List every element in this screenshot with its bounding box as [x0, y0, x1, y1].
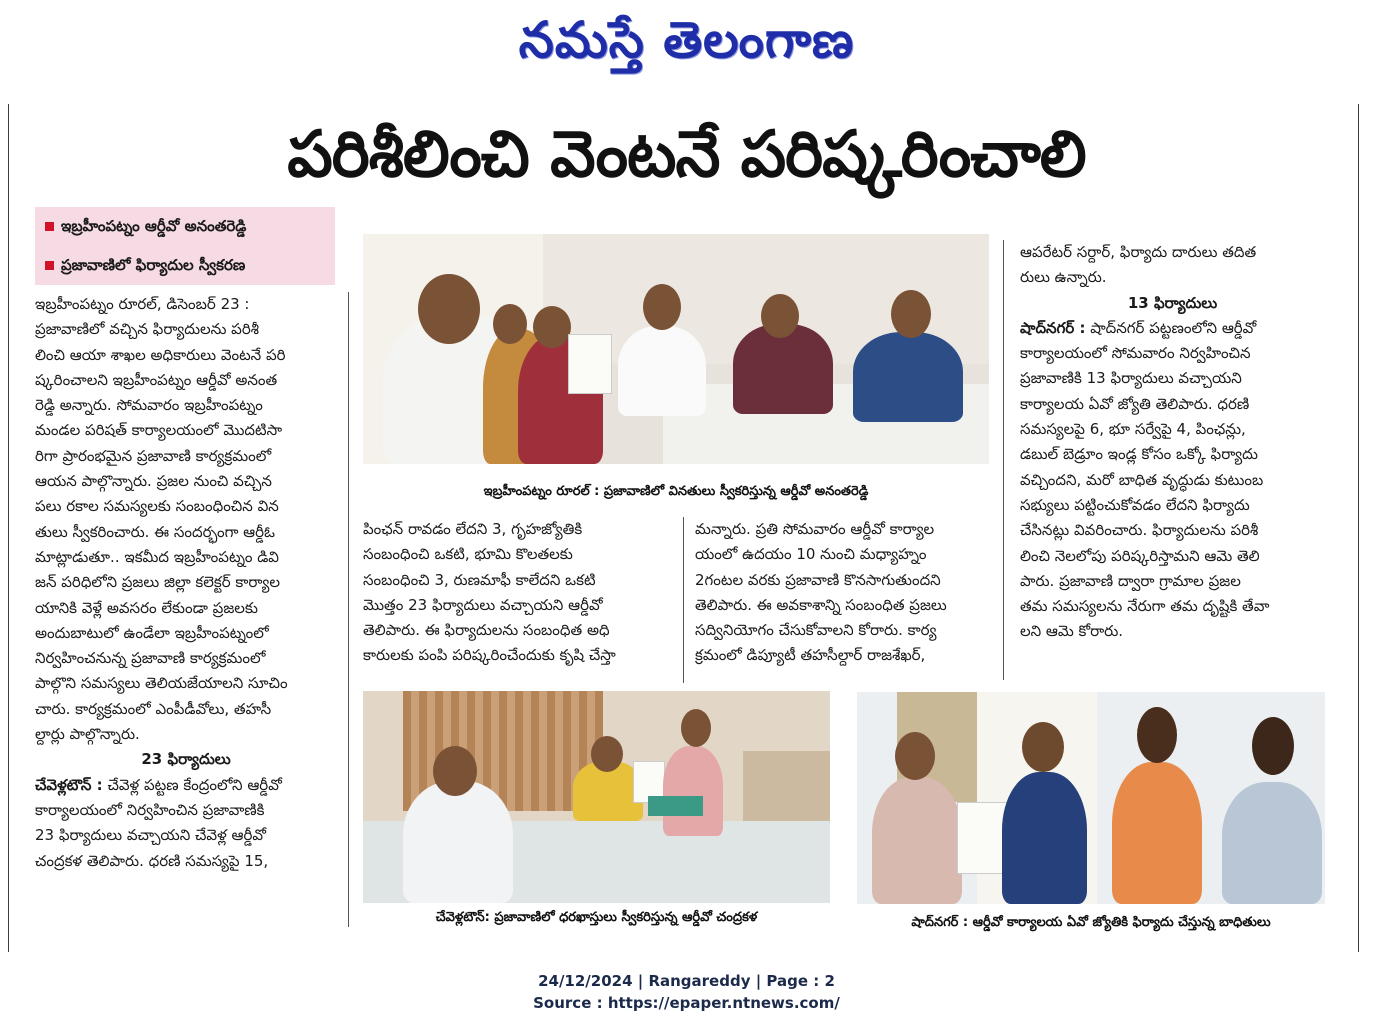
article-column-3 [695, 517, 997, 669]
column-4-line: సభ్యులు పట్టించుకోవడం లేదని ఫిర్యాదు [1020, 495, 1250, 514]
subhead-2-text: ప్రజావాణిలో ఫిర్యాదుల స్వీకరణ [61, 256, 246, 274]
person-head [433, 746, 477, 796]
photo-shadnagar-complainants [857, 692, 1325, 904]
column-3-line: 2గంటల వరకు ప్రజావాణి కొనసాగుతుందని [695, 570, 941, 589]
application-paper [568, 334, 612, 394]
column-1-line: ష్కరించాలని ఇబ్రహీంపట్నం ఆర్డీవో అనంత [35, 370, 278, 389]
footer-date-line: 24/12/2024 | Rangareddy | Page : 2 [538, 972, 835, 990]
column-2-line: తెలిపారు. ఈ ఫిర్యాదులను సంబంధిత అధి [363, 621, 610, 640]
photo-chevella-prajavani [363, 691, 830, 903]
column-4-line: డబుల్ బెడ్రూం ఇండ్ల కోసం ఒక్కో ఫిర్యాదు [1020, 445, 1258, 464]
column-1-line: యానికి వెళ్లే అవసరం లేకుండా ప్రజలకు [35, 598, 258, 617]
column-4-line: ప్రజావాణికి 13 ఫిర్యాదులు వచ్చాయని [1020, 369, 1242, 388]
section-heading-23: 23 ఫిర్యాదులు [141, 750, 231, 769]
dateline-shadnagar: షాద్‌నగర్ : [1020, 318, 1086, 337]
person-head [681, 709, 711, 747]
column-4-line: తమ సమస్యలను నేరుగా తమ దృష్టికి తేవా [1020, 597, 1270, 616]
column-3-line: క్రమంలో డిప్యూటీ తహసీల్దార్ రాజశేఖర్, [695, 646, 926, 665]
column-4-body [1020, 341, 1325, 645]
footer-source-line: Source : https://epaper.ntnews.com/ [533, 994, 840, 1012]
column-3-line: మన్నారు. ప్రతి సోమవారం ఆర్డీవో కార్యాల [695, 520, 935, 538]
person-elder-blue-sweater [1002, 772, 1087, 904]
epaper-footer [0, 970, 1373, 1014]
person-head [493, 304, 527, 344]
person-man-blue-shirt [1222, 782, 1322, 904]
person-head [895, 732, 935, 780]
person-head [643, 284, 681, 330]
photo1-caption: ఇబ్రహీంపట్నం రూరల్ : ప్రజావాణిలో వినతులు స్వీకరిస్తున్న ఆర్డీవో అనంతరెడ్డి [483, 484, 869, 499]
column-4-line: పారు. ప్రజావాణి ద్వారా గ్రామాల ప్రజల [1020, 571, 1241, 590]
photo3-caption: షాద్‌నగర్ : ఆర్డీవో కార్యాలయ ఏవో జ్యోతికి ఫిర్యాదు చేస్తున్న బాధితులు [911, 915, 1271, 930]
column-1-body [35, 292, 337, 747]
clipping-left-border [8, 104, 9, 952]
column-3-line: తెలిపారు. ఈ అవకాశాన్ని సంబంధిత ప్రజలు [695, 595, 947, 614]
column-4-line: లని ఆమె కోరారు. [1020, 622, 1124, 641]
column-1-line: ఇబ్రహీంపట్నం రూరల్, డిసెంబర్ 23 : [35, 295, 250, 313]
column-2-line: సంబంధించి 3, రుణమాఫీ కాలేదని ఒకటి [363, 570, 596, 589]
person-officer-white [618, 326, 706, 416]
bullet-icon [45, 222, 54, 231]
column-1-line: ప్రజావాణిలో వచ్చిన ఫిర్యాదులను పరిశీ [35, 320, 259, 339]
column-1-line: పలు రకాల సమస్యలకు సంబంధించిన విన [35, 497, 279, 516]
subhead-box [35, 207, 335, 285]
column-1-line: ల్దార్లు పాల్గొన్నారు. [35, 725, 140, 744]
column-3-line: సద్వినియోగం చేసుకోవాలని కోరారు. కార్య [695, 621, 937, 640]
column-2-line: మొత్తం 23 ఫిర్యాదులు వచ్చాయని ఆర్డీవో [363, 595, 603, 614]
newspaper-masthead: నమస్తే తెలంగాణ [518, 10, 855, 69]
column-2-line: కారులకు పంపి పరిష్కరించేందుకు కృషి చేస్తా [363, 646, 616, 665]
person-head [418, 274, 480, 344]
person-head [761, 294, 799, 338]
column-1-body-b [35, 798, 337, 874]
column-4-line: సమస్యలపై 6, భూ సర్వేపై 4, పింఛన్లు, [1020, 420, 1246, 439]
column-1-line: అందుబాటులో ఉండేలా ఇబ్రహీంపట్నంలో [35, 623, 269, 642]
article-column-1 [35, 292, 337, 874]
column-4-line: కార్యాలయ ఏవో జ్యోతి తెలిపారు. ధరణి [1020, 394, 1250, 413]
column-4-line: వచ్చిందని, మరో బాధిత వృద్ధుడు కుటుంబ [1020, 470, 1264, 489]
person-man-pink-shirt [663, 746, 723, 836]
column-4-line: ఆపరేటర్ సర్దార్, ఫిర్యాదు దారులు తదిత [1020, 243, 1257, 261]
person-man-blue-shirt [853, 332, 963, 422]
column-1-line: లించి ఆయా శాఖల అధికారులు వెంటనే పరి [35, 345, 286, 364]
subhead-2 [35, 246, 335, 285]
column-1-line: చంద్రకళ తెలిపారు. ధరణి సమస్యపై 15, [35, 851, 269, 870]
column-4-line: చేసినట్లు వివరించారు. ఫిర్యాదులను పరిశీ [1020, 521, 1259, 540]
person-head [591, 736, 623, 772]
column-4-lead-text: షాద్‌నగర్ పట్టణంలోని ఆర్డీవో [1085, 318, 1257, 337]
clipping-right-border [1358, 104, 1359, 952]
column-rule-3 [1003, 240, 1004, 680]
person-woman-saree [872, 777, 962, 904]
bullet-icon [45, 261, 54, 270]
dateline-chevella: చేవెళ్లటౌన్ : [35, 775, 103, 794]
column-4-line-lead [1020, 316, 1325, 341]
column-1-line: మండల పరిషత్ కార్యాలయంలో మొదటిసా [35, 421, 283, 440]
person-man-orange-shirt [1112, 762, 1202, 904]
column-1-line: తులు స్వీకరించారు. ఈ సందర్భంగా ఆర్డీఓ [35, 522, 275, 541]
person-head [1137, 707, 1177, 763]
person-man-white-shirt [403, 781, 513, 903]
article-column-2 [363, 517, 670, 669]
column-1-line: రెడ్డి అన్నారు. సోమవారం ఇబ్రహీంపట్నం [35, 396, 263, 415]
person-head [533, 306, 571, 348]
person-head [891, 290, 931, 338]
column-1-line: 23 ఫిర్యాదులు వచ్చాయని చేవెళ్ల ఆర్డీవో [35, 826, 266, 845]
column-1-line: నిర్వహించనున్న ప్రజావాణి కార్యక్రమంలో [35, 649, 266, 668]
photo-ibrahimpatnam-prajavani [363, 234, 989, 464]
column-rule-1 [348, 292, 349, 927]
column-4-top [1020, 240, 1325, 291]
person-head [1252, 717, 1294, 775]
column-4-line: కార్యాలయంలో సోమవారం నిర్వహించిన [1020, 344, 1251, 363]
photo-box [648, 796, 703, 816]
column-3-line: యంలో ఉదయం 10 నుంచి మధ్యాహ్నం [695, 545, 927, 564]
column-rule-2 [683, 517, 684, 683]
column-1-line: జన్ పరిధిలోని ప్రజలు జిల్లా కలెక్టర్ కార్యాల [35, 573, 280, 592]
column-2-line: సంబంధించి ఒకటి, భూమి కొలతలకు [363, 545, 573, 564]
column-2-line: పింఛన్ రావడం లేదని 3, గృహజ్యోతికి [363, 520, 583, 538]
person-head [1022, 722, 1064, 772]
column-4-line: రులు ఉన్నారు. [1020, 268, 1107, 287]
column-1-lead-text: చేవెళ్ల పట్టణ కేంద్రంలోని ఆర్డీవో [102, 775, 282, 794]
article-headline: పరిశీలించి వెంటనే పరిష్కరించాలి [287, 118, 1086, 192]
column-1-line: ఆయన పాల్గొన్నారు. ప్రజల నుంచి వచ్చిన [35, 472, 272, 491]
column-1-line: చారు. కార్యక్రమంలో ఎంపీడీవోలు, తహసీ [35, 699, 272, 718]
section-heading-13: 13 ఫిర్యాదులు [1127, 293, 1218, 312]
column-1-line: పాల్గొని సమస్యలు తెలియజేయాలని సూచిం [35, 674, 288, 693]
column-1-line-lead [35, 773, 337, 798]
column-1-line: కార్యాలయంలో నిర్వహించిన ప్రజావాణికి [35, 800, 265, 819]
subhead-1 [35, 207, 335, 246]
column-1-line: రిగా ప్రారంభమైన ప్రజావాణి కార్యక్రమంలో [35, 446, 272, 465]
column-4-line: లించి నెలలోపు పరిష్కరిస్తామని ఆమె తెలి [1020, 546, 1260, 565]
article-column-4 [1020, 240, 1325, 645]
column-1-line: మాట్లాడుతూ.. ఇకమీద ఇబ్రహీంపట్నం డివి [35, 547, 279, 566]
photo2-caption: చేవెళ్లటౌన్: ప్రజావాణిలో ధరఖాస్తులు స్వీకరిస్తున్న ఆర్డీవో చంద్రకళ [435, 910, 758, 925]
subhead-1-text: ఇబ్రహీంపట్నం ఆర్డీవో అనంతరెడ్డి [61, 217, 247, 235]
